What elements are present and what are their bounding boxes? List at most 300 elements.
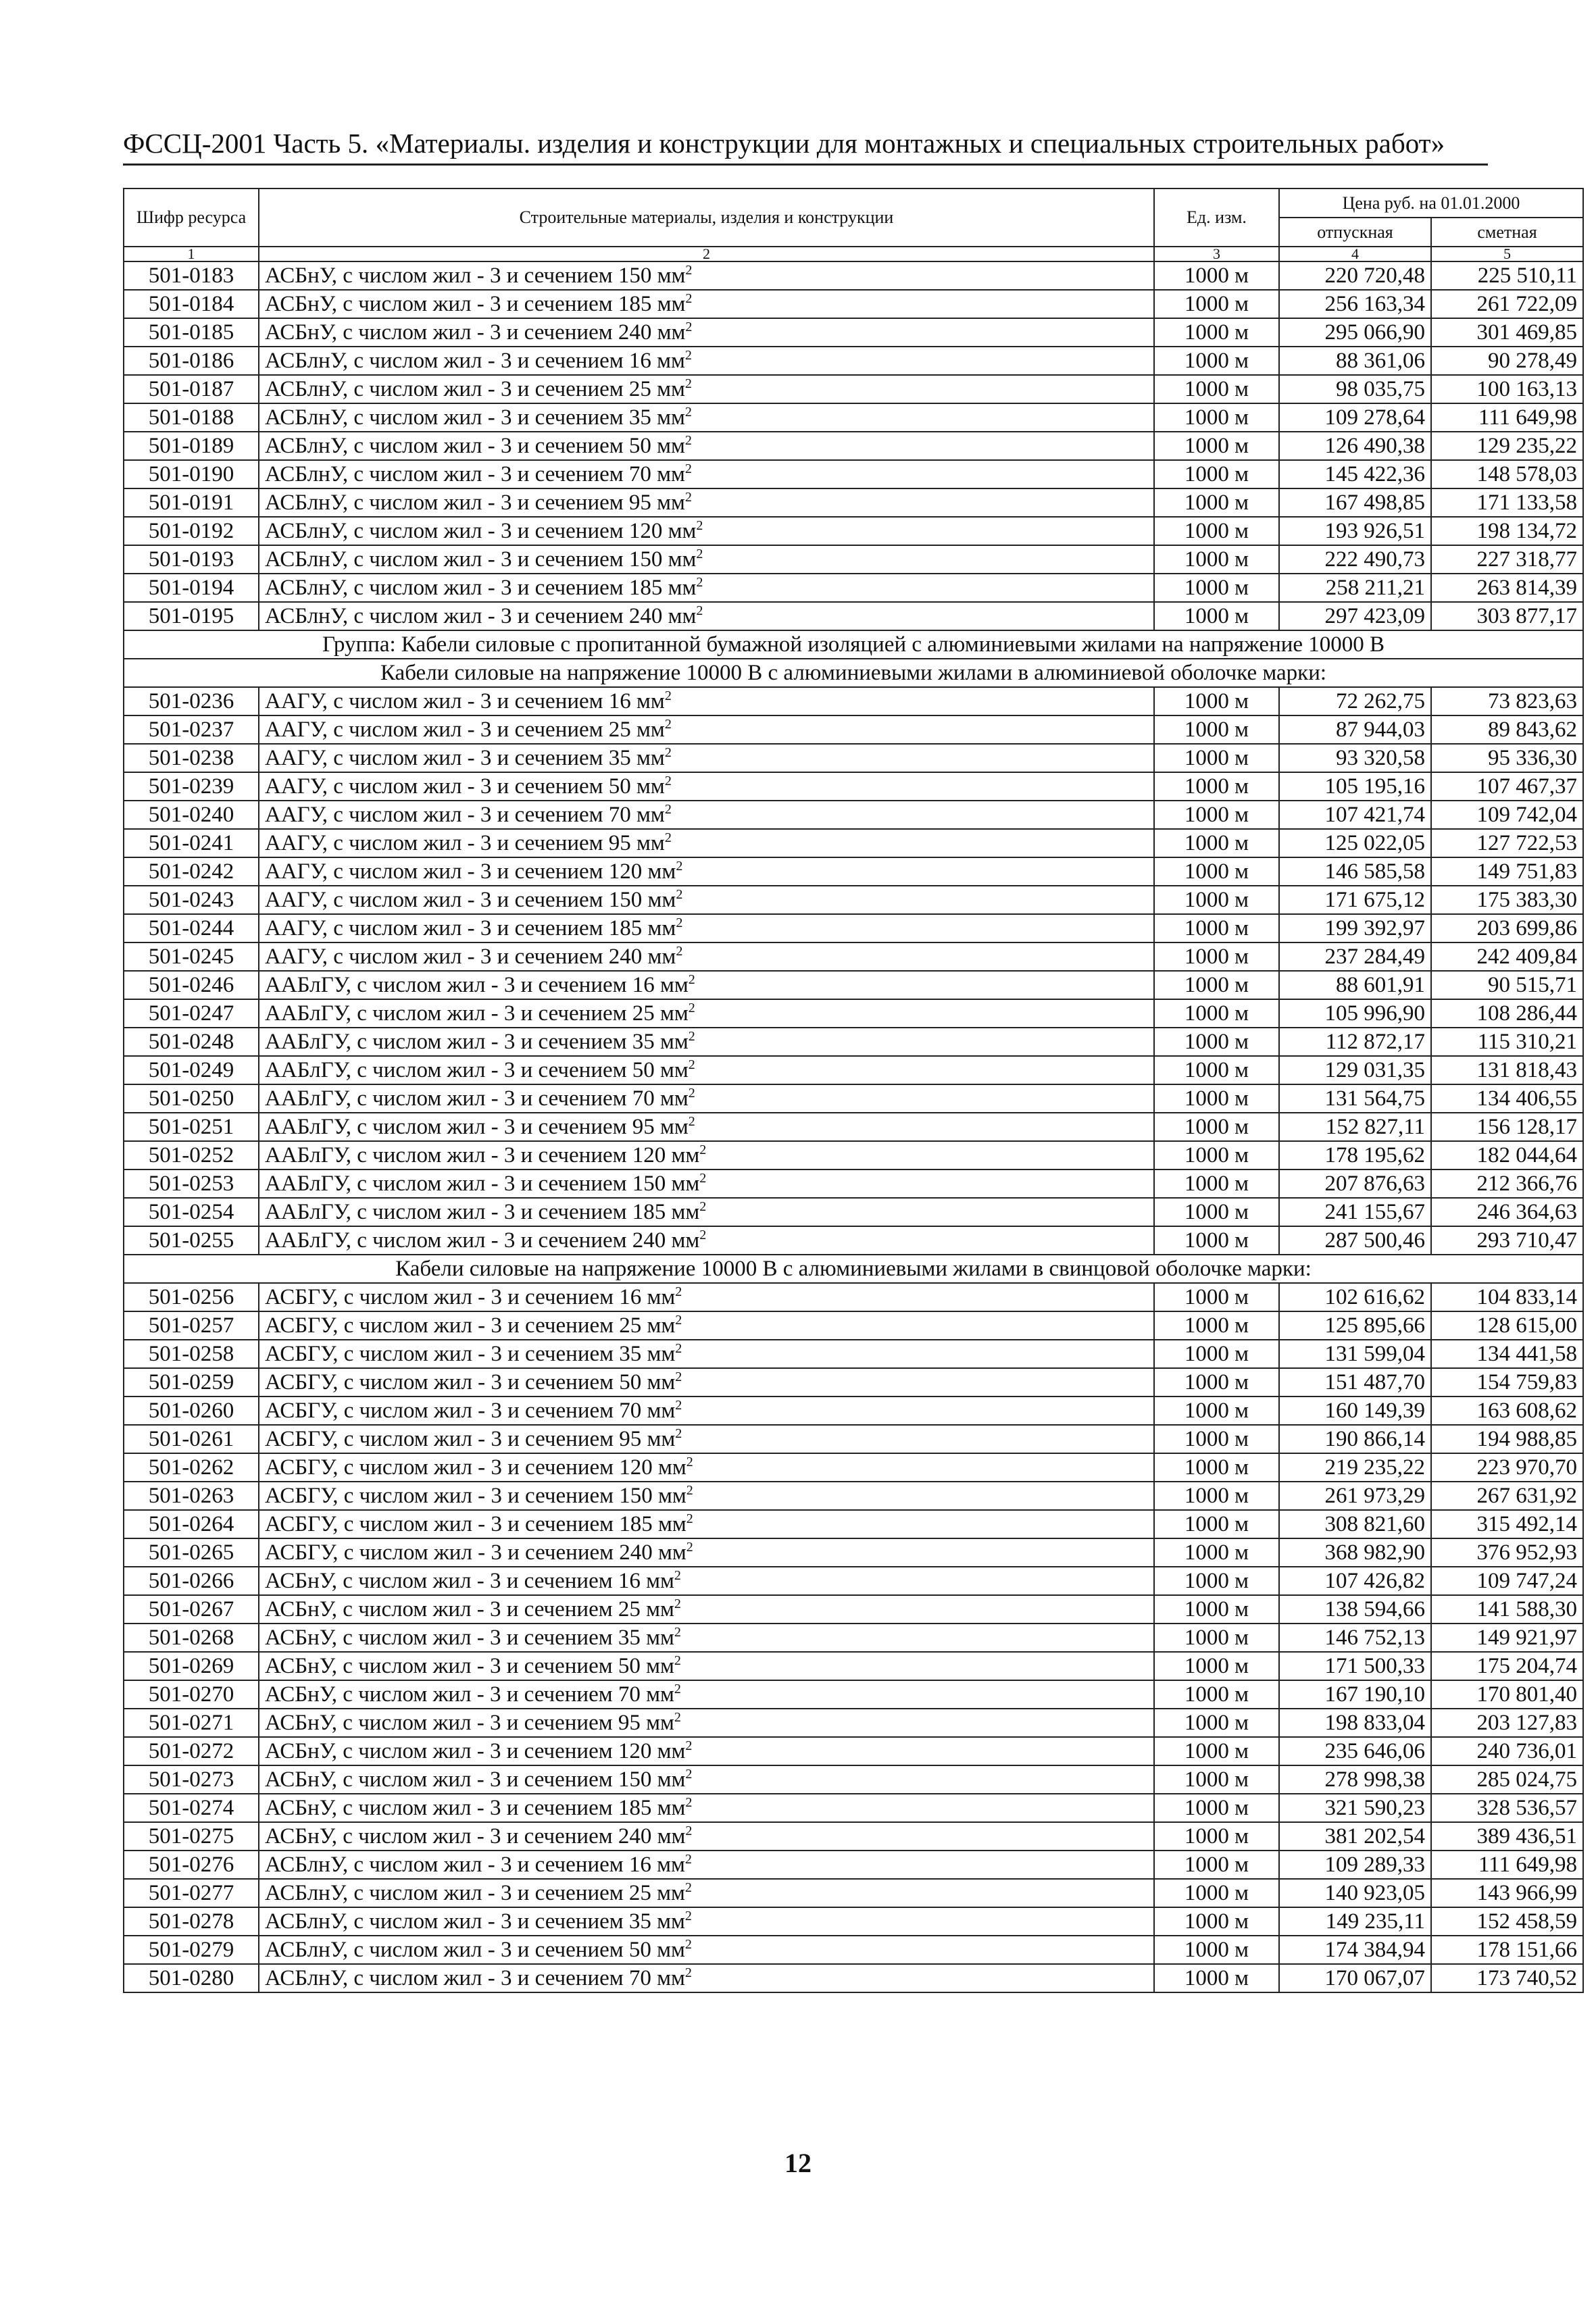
table-row bbox=[124, 1851, 1583, 1879]
material-name bbox=[259, 772, 1154, 801]
resource-code: 501-0185 bbox=[124, 318, 259, 347]
table-row bbox=[124, 290, 1583, 318]
estimate-price: 267 631,92 bbox=[1431, 1482, 1583, 1510]
square-superscript: 2 bbox=[664, 774, 672, 788]
estimate-price: 175 383,30 bbox=[1431, 886, 1583, 914]
material-name bbox=[259, 687, 1154, 715]
material-name bbox=[259, 1453, 1154, 1482]
square-superscript: 2 bbox=[676, 859, 683, 874]
material-name-text: АСБлнУ, с числом жил - 3 и сечением 50 мм bbox=[265, 434, 685, 458]
table-row bbox=[124, 1510, 1583, 1538]
material-name-text: АСБГУ, с числом жил - 3 и сечением 70 мм bbox=[265, 1399, 676, 1423]
unit: 1000 м bbox=[1154, 1652, 1279, 1680]
material-name-text: ААГУ, с числом жил - 3 и сечением 240 мм bbox=[265, 945, 676, 969]
material-name-text: ААБлГУ, с числом жил - 3 и сечением 120 мм bbox=[265, 1143, 700, 1167]
resource-code: 501-0256 bbox=[124, 1283, 259, 1311]
material-name bbox=[259, 1028, 1154, 1056]
table-row bbox=[124, 375, 1583, 403]
unit: 1000 м bbox=[1154, 687, 1279, 715]
resource-code: 501-0243 bbox=[124, 886, 259, 914]
table-row bbox=[124, 403, 1583, 432]
material-name bbox=[259, 1425, 1154, 1453]
material-name-text: ААГУ, с числом жил - 3 и сечением 25 мм bbox=[265, 718, 665, 742]
unit: 1000 м bbox=[1154, 1680, 1279, 1709]
release-price: 131 564,75 bbox=[1279, 1084, 1431, 1113]
material-name-text: ААБлГУ, с числом жил - 3 и сечением 70 мм bbox=[265, 1086, 689, 1111]
unit: 1000 м bbox=[1154, 375, 1279, 403]
col-number: 4 bbox=[1279, 247, 1431, 261]
table-row bbox=[124, 1283, 1583, 1311]
col-number: 5 bbox=[1431, 247, 1583, 261]
release-price: 171 500,33 bbox=[1279, 1652, 1431, 1680]
material-name-text: АСБнУ, с числом жил - 3 и сечением 150 мм bbox=[265, 1767, 686, 1792]
estimate-price: 149 921,97 bbox=[1431, 1624, 1583, 1652]
resource-code: 501-0193 bbox=[124, 545, 259, 574]
square-superscript: 2 bbox=[696, 518, 703, 533]
table-row bbox=[124, 1368, 1583, 1397]
material-name bbox=[259, 1169, 1154, 1198]
table-row bbox=[124, 460, 1583, 488]
square-superscript: 2 bbox=[685, 263, 693, 278]
unit: 1000 м bbox=[1154, 1851, 1279, 1879]
square-superscript: 2 bbox=[674, 1682, 681, 1696]
material-name bbox=[259, 1822, 1154, 1851]
release-price: 146 752,13 bbox=[1279, 1624, 1431, 1652]
col-header-code: Шифр ресурса bbox=[124, 188, 259, 247]
estimate-price: 203 699,86 bbox=[1431, 914, 1583, 942]
resource-code: 501-0238 bbox=[124, 744, 259, 772]
estimate-price: 143 966,99 bbox=[1431, 1879, 1583, 1907]
material-name-text: АСБлнУ, с числом жил - 3 и сечением 35 мм bbox=[265, 1909, 685, 1934]
release-price: 219 235,22 bbox=[1279, 1453, 1431, 1482]
material-name-text: АСБнУ, с числом жил - 3 и сечением 185 мм bbox=[265, 1796, 686, 1820]
material-name bbox=[259, 914, 1154, 942]
material-name-text: ААГУ, с числом жил - 3 и сечением 185 мм bbox=[265, 916, 676, 940]
material-name bbox=[259, 1709, 1154, 1737]
estimate-price: 111 649,98 bbox=[1431, 403, 1583, 432]
unit: 1000 м bbox=[1154, 1510, 1279, 1538]
material-name-text: АСБлнУ, с числом жил - 3 и сечением 185 мм bbox=[265, 576, 697, 600]
unit: 1000 м bbox=[1154, 1737, 1279, 1765]
table-row bbox=[124, 1141, 1583, 1169]
material-name bbox=[259, 1113, 1154, 1141]
material-name bbox=[259, 971, 1154, 999]
unit: 1000 м bbox=[1154, 488, 1279, 517]
release-price: 287 500,46 bbox=[1279, 1226, 1431, 1255]
table-row bbox=[124, 1567, 1583, 1595]
estimate-price: 131 818,43 bbox=[1431, 1056, 1583, 1084]
material-name bbox=[259, 488, 1154, 517]
resource-code: 501-0189 bbox=[124, 432, 259, 460]
material-name-text: ААБлГУ, с числом жил - 3 и сечением 25 мм bbox=[265, 1001, 689, 1026]
estimate-price: 109 742,04 bbox=[1431, 801, 1583, 829]
estimate-price: 389 436,51 bbox=[1431, 1822, 1583, 1851]
release-price: 88 601,91 bbox=[1279, 971, 1431, 999]
unit: 1000 м bbox=[1154, 1624, 1279, 1652]
material-name bbox=[259, 744, 1154, 772]
material-name-text: АСБГУ, с числом жил - 3 и сечением 185 мм bbox=[265, 1512, 687, 1536]
unit: 1000 м bbox=[1154, 261, 1279, 290]
resource-code: 501-0242 bbox=[124, 857, 259, 886]
material-name bbox=[259, 1056, 1154, 1084]
unit: 1000 м bbox=[1154, 432, 1279, 460]
material-name-text: АСБлнУ, с числом жил - 3 и сечением 70 мм bbox=[265, 462, 685, 486]
table-row bbox=[124, 971, 1583, 999]
material-name-text: АСБнУ, с числом жил - 3 и сечением 95 мм bbox=[265, 1711, 674, 1735]
table-row bbox=[124, 545, 1583, 574]
resource-code: 501-0251 bbox=[124, 1113, 259, 1141]
estimate-price: 293 710,47 bbox=[1431, 1226, 1583, 1255]
release-price: 297 423,09 bbox=[1279, 602, 1431, 630]
resource-code: 501-0267 bbox=[124, 1595, 259, 1624]
table-row bbox=[124, 715, 1583, 744]
col-header-estimate: сметная bbox=[1431, 218, 1583, 247]
table-row bbox=[124, 1482, 1583, 1510]
material-name bbox=[259, 1652, 1154, 1680]
release-price: 126 490,38 bbox=[1279, 432, 1431, 460]
release-price: 261 973,29 bbox=[1279, 1482, 1431, 1510]
resource-code: 501-0279 bbox=[124, 1936, 259, 1964]
col-header-price: Цена руб. на 01.01.2000 bbox=[1279, 188, 1583, 218]
resource-code: 501-0245 bbox=[124, 942, 259, 971]
square-superscript: 2 bbox=[664, 745, 672, 760]
resource-code: 501-0190 bbox=[124, 460, 259, 488]
table-row bbox=[124, 1169, 1583, 1198]
col-number: 1 bbox=[124, 247, 259, 261]
square-superscript: 2 bbox=[664, 802, 672, 817]
unit: 1000 м bbox=[1154, 886, 1279, 914]
resource-code: 501-0258 bbox=[124, 1340, 259, 1368]
square-superscript: 2 bbox=[688, 1029, 695, 1044]
table-row bbox=[124, 1198, 1583, 1226]
table-row bbox=[124, 744, 1583, 772]
unit: 1000 м bbox=[1154, 1482, 1279, 1510]
release-price: 129 031,35 bbox=[1279, 1056, 1431, 1084]
material-name-text: ААГУ, с числом жил - 3 и сечением 120 мм bbox=[265, 859, 676, 884]
estimate-price: 198 134,72 bbox=[1431, 517, 1583, 545]
release-price: 145 422,36 bbox=[1279, 460, 1431, 488]
estimate-price: 170 801,40 bbox=[1431, 1680, 1583, 1709]
resource-code: 501-0270 bbox=[124, 1680, 259, 1709]
table-row bbox=[124, 1084, 1583, 1113]
release-price: 222 490,73 bbox=[1279, 545, 1431, 574]
table-row bbox=[124, 999, 1583, 1028]
subgroup-section bbox=[124, 1255, 1583, 1283]
release-price: 178 195,62 bbox=[1279, 1141, 1431, 1169]
material-name bbox=[259, 999, 1154, 1028]
resource-code: 501-0241 bbox=[124, 829, 259, 857]
estimate-price: 303 877,17 bbox=[1431, 602, 1583, 630]
resource-code: 501-0253 bbox=[124, 1169, 259, 1198]
material-name-text: ААГУ, с числом жил - 3 и сечением 16 мм bbox=[265, 689, 665, 713]
material-name bbox=[259, 1283, 1154, 1311]
unit: 1000 м bbox=[1154, 1397, 1279, 1425]
table-row bbox=[124, 488, 1583, 517]
table-row bbox=[124, 1226, 1583, 1255]
resource-code: 501-0276 bbox=[124, 1851, 259, 1879]
estimate-price: 148 578,03 bbox=[1431, 460, 1583, 488]
table-row bbox=[124, 1340, 1583, 1368]
estimate-price: 171 133,58 bbox=[1431, 488, 1583, 517]
table-row bbox=[124, 1397, 1583, 1425]
estimate-price: 246 364,63 bbox=[1431, 1198, 1583, 1226]
resource-code: 501-0247 bbox=[124, 999, 259, 1028]
unit: 1000 м bbox=[1154, 1709, 1279, 1737]
resource-code: 501-0194 bbox=[124, 574, 259, 602]
estimate-price: 108 286,44 bbox=[1431, 999, 1583, 1028]
square-superscript: 2 bbox=[686, 1455, 693, 1469]
table-row bbox=[124, 1595, 1583, 1624]
square-superscript: 2 bbox=[675, 1369, 682, 1384]
unit: 1000 м bbox=[1154, 1311, 1279, 1340]
release-price: 220 720,48 bbox=[1279, 261, 1431, 290]
material-name-text: АСБлнУ, с числом жил - 3 и сечением 240 мм bbox=[265, 604, 697, 628]
resource-code: 501-0187 bbox=[124, 375, 259, 403]
unit: 1000 м bbox=[1154, 857, 1279, 886]
table-row bbox=[124, 829, 1583, 857]
material-name-text: ААГУ, с числом жил - 3 и сечением 50 мм bbox=[265, 774, 665, 799]
release-price: 151 487,70 bbox=[1279, 1368, 1431, 1397]
release-price: 237 284,49 bbox=[1279, 942, 1431, 971]
square-superscript: 2 bbox=[674, 1596, 681, 1611]
resource-code: 501-0277 bbox=[124, 1879, 259, 1907]
material-name bbox=[259, 1794, 1154, 1822]
material-name-text: ААГУ, с числом жил - 3 и сечением 70 мм bbox=[265, 803, 665, 827]
table-row bbox=[124, 1453, 1583, 1482]
estimate-price: 115 310,21 bbox=[1431, 1028, 1583, 1056]
material-name bbox=[259, 1737, 1154, 1765]
estimate-price: 90 515,71 bbox=[1431, 971, 1583, 999]
material-name-text: АСБлнУ, с числом жил - 3 и сечением 25 мм bbox=[265, 1881, 685, 1905]
resource-code: 501-0237 bbox=[124, 715, 259, 744]
estimate-price: 129 235,22 bbox=[1431, 432, 1583, 460]
table-row bbox=[124, 687, 1583, 715]
resource-code: 501-0265 bbox=[124, 1538, 259, 1567]
material-name bbox=[259, 1765, 1154, 1794]
table-row bbox=[124, 432, 1583, 460]
table-row bbox=[124, 886, 1583, 914]
release-price: 125 895,66 bbox=[1279, 1311, 1431, 1340]
estimate-price: 95 336,30 bbox=[1431, 744, 1583, 772]
table-row bbox=[124, 1822, 1583, 1851]
table-row bbox=[124, 1964, 1583, 1992]
resource-code: 501-0192 bbox=[124, 517, 259, 545]
section-b bbox=[124, 687, 1583, 1255]
material-name-text: АСБнУ, с числом жил - 3 и сечением 120 мм bbox=[265, 1739, 686, 1763]
col-header-release: отпускная bbox=[1279, 218, 1431, 247]
square-superscript: 2 bbox=[686, 1540, 693, 1555]
material-name bbox=[259, 1311, 1154, 1340]
estimate-price: 301 469,85 bbox=[1431, 318, 1583, 347]
material-name bbox=[259, 574, 1154, 602]
square-superscript: 2 bbox=[685, 291, 693, 306]
estimate-price: 376 952,93 bbox=[1431, 1538, 1583, 1567]
table-row bbox=[124, 801, 1583, 829]
unit: 1000 м bbox=[1154, 1113, 1279, 1141]
unit: 1000 м bbox=[1154, 460, 1279, 488]
square-superscript: 2 bbox=[685, 1767, 693, 1782]
subgroup-title: Кабели силовые на напряжение 10000 В с алюминиевыми жилами в алюминиевой оболочке марки: bbox=[124, 659, 1583, 687]
square-superscript: 2 bbox=[699, 1228, 707, 1242]
material-name-text: АСБГУ, с числом жил - 3 и сечением 95 мм bbox=[265, 1427, 676, 1451]
estimate-price: 175 204,74 bbox=[1431, 1652, 1583, 1680]
square-superscript: 2 bbox=[676, 944, 683, 959]
square-superscript: 2 bbox=[685, 1738, 693, 1753]
unit: 1000 м bbox=[1154, 801, 1279, 829]
unit: 1000 м bbox=[1154, 829, 1279, 857]
square-superscript: 2 bbox=[675, 1426, 682, 1441]
square-superscript: 2 bbox=[684, 461, 692, 476]
material-name-text: АСБлнУ, с числом жил - 3 и сечением 70 мм bbox=[265, 1966, 685, 1990]
estimate-price: 223 970,70 bbox=[1431, 1453, 1583, 1482]
material-name bbox=[259, 460, 1154, 488]
table-row bbox=[124, 1680, 1583, 1709]
col-header-unit: Ед. изм. bbox=[1154, 188, 1279, 247]
square-superscript: 2 bbox=[688, 1001, 695, 1015]
resource-code: 501-0252 bbox=[124, 1141, 259, 1169]
estimate-price: 152 458,59 bbox=[1431, 1907, 1583, 1936]
resource-code: 501-0280 bbox=[124, 1964, 259, 1992]
material-name-text: АСБнУ, с числом жил - 3 и сечением 185 мм bbox=[265, 292, 686, 316]
material-name-text: АСБнУ, с числом жил - 3 и сечением 70 мм bbox=[265, 1682, 674, 1707]
resource-code: 501-0248 bbox=[124, 1028, 259, 1056]
resource-code: 501-0266 bbox=[124, 1567, 259, 1595]
square-superscript: 2 bbox=[684, 490, 692, 505]
square-superscript: 2 bbox=[688, 1114, 695, 1129]
square-superscript: 2 bbox=[684, 1965, 692, 1980]
table-row bbox=[124, 772, 1583, 801]
release-price: 295 066,90 bbox=[1279, 318, 1431, 347]
unit: 1000 м bbox=[1154, 1907, 1279, 1936]
material-name bbox=[259, 1538, 1154, 1567]
table-row bbox=[124, 1907, 1583, 1936]
resource-code: 501-0257 bbox=[124, 1311, 259, 1340]
material-name bbox=[259, 290, 1154, 318]
col-header-name: Строительные материалы, изделия и конструкции bbox=[259, 188, 1154, 247]
material-name bbox=[259, 1595, 1154, 1624]
material-name-text: АСБГУ, с числом жил - 3 и сечением 150 мм bbox=[265, 1484, 687, 1508]
material-name-text: ААБлГУ, с числом жил - 3 и сечением 50 мм bbox=[265, 1058, 689, 1082]
unit: 1000 м bbox=[1154, 1340, 1279, 1368]
square-superscript: 2 bbox=[688, 1086, 695, 1101]
unit: 1000 м bbox=[1154, 1879, 1279, 1907]
material-name bbox=[259, 942, 1154, 971]
table-row bbox=[124, 517, 1583, 545]
estimate-price: 328 536,57 bbox=[1431, 1794, 1583, 1822]
material-name-text: АСБГУ, с числом жил - 3 и сечением 120 мм bbox=[265, 1455, 687, 1480]
material-name bbox=[259, 318, 1154, 347]
square-superscript: 2 bbox=[675, 1398, 682, 1413]
table-row bbox=[124, 1936, 1583, 1964]
material-name-text: ААГУ, с числом жил - 3 и сечением 35 мм bbox=[265, 746, 665, 770]
release-price: 105 996,90 bbox=[1279, 999, 1431, 1028]
table-row bbox=[124, 857, 1583, 886]
material-name bbox=[259, 1851, 1154, 1879]
resource-code: 501-0183 bbox=[124, 261, 259, 290]
material-name-text: АСБнУ, с числом жил - 3 и сечением 240 мм bbox=[265, 320, 686, 345]
square-superscript: 2 bbox=[684, 1909, 692, 1923]
square-superscript: 2 bbox=[664, 717, 672, 732]
estimate-price: 90 278,49 bbox=[1431, 347, 1583, 375]
resource-code: 501-0263 bbox=[124, 1482, 259, 1510]
unit: 1000 м bbox=[1154, 715, 1279, 744]
material-name-text: ААБлГУ, с числом жил - 3 и сечением 185 мм bbox=[265, 1200, 700, 1224]
price-table bbox=[123, 188, 1584, 1993]
material-name bbox=[259, 261, 1154, 290]
estimate-price: 242 409,84 bbox=[1431, 942, 1583, 971]
square-superscript: 2 bbox=[684, 1852, 692, 1867]
material-name bbox=[259, 1907, 1154, 1936]
material-name bbox=[259, 1567, 1154, 1595]
estimate-price: 212 366,76 bbox=[1431, 1169, 1583, 1198]
material-name bbox=[259, 1936, 1154, 1964]
table-row bbox=[124, 261, 1583, 290]
unit: 1000 м bbox=[1154, 602, 1279, 630]
square-superscript: 2 bbox=[676, 887, 683, 902]
estimate-price: 173 740,52 bbox=[1431, 1964, 1583, 1992]
release-price: 107 426,82 bbox=[1279, 1567, 1431, 1595]
square-superscript: 2 bbox=[675, 1313, 682, 1328]
release-price: 278 998,38 bbox=[1279, 1765, 1431, 1794]
square-superscript: 2 bbox=[685, 1795, 693, 1810]
table-row bbox=[124, 602, 1583, 630]
unit: 1000 м bbox=[1154, 1141, 1279, 1169]
table-row bbox=[124, 1028, 1583, 1056]
square-superscript: 2 bbox=[664, 688, 672, 703]
material-name-text: АСБлнУ, с числом жил - 3 и сечением 120 мм bbox=[265, 519, 697, 543]
material-name bbox=[259, 1680, 1154, 1709]
estimate-price: 111 649,98 bbox=[1431, 1851, 1583, 1879]
unit: 1000 м bbox=[1154, 1425, 1279, 1453]
estimate-price: 182 044,64 bbox=[1431, 1141, 1583, 1169]
unit: 1000 м bbox=[1154, 1765, 1279, 1794]
release-price: 171 675,12 bbox=[1279, 886, 1431, 914]
square-superscript: 2 bbox=[674, 1653, 681, 1668]
material-name-text: АСБлнУ, с числом жил - 3 и сечением 150 мм bbox=[265, 547, 697, 572]
material-name bbox=[259, 1482, 1154, 1510]
table-row bbox=[124, 1794, 1583, 1822]
resource-code: 501-0268 bbox=[124, 1624, 259, 1652]
resource-code: 501-0278 bbox=[124, 1907, 259, 1936]
material-name-text: ААГУ, с числом жил - 3 и сечением 150 мм bbox=[265, 888, 676, 912]
resource-code: 501-0262 bbox=[124, 1453, 259, 1482]
estimate-price: 227 318,77 bbox=[1431, 545, 1583, 574]
estimate-price: 163 608,62 bbox=[1431, 1397, 1583, 1425]
material-name bbox=[259, 545, 1154, 574]
estimate-price: 263 814,39 bbox=[1431, 574, 1583, 602]
square-superscript: 2 bbox=[674, 1568, 681, 1583]
unit: 1000 м bbox=[1154, 347, 1279, 375]
resource-code: 501-0275 bbox=[124, 1822, 259, 1851]
unit: 1000 м bbox=[1154, 1595, 1279, 1624]
unit: 1000 м bbox=[1154, 971, 1279, 999]
resource-code: 501-0272 bbox=[124, 1737, 259, 1765]
estimate-price: 134 406,55 bbox=[1431, 1084, 1583, 1113]
square-superscript: 2 bbox=[684, 433, 692, 448]
material-name bbox=[259, 1510, 1154, 1538]
unit: 1000 м bbox=[1154, 1028, 1279, 1056]
square-superscript: 2 bbox=[696, 603, 703, 618]
release-price: 368 982,90 bbox=[1279, 1538, 1431, 1567]
group-title: Группа: Кабели силовые с пропитанной бумажной изоляцией с алюминиевыми жилами на напряжение 10000 В bbox=[124, 630, 1583, 659]
square-superscript: 2 bbox=[684, 1880, 692, 1895]
unit: 1000 м bbox=[1154, 1964, 1279, 1992]
material-name-text: ААБлГУ, с числом жил - 3 и сечением 240 мм bbox=[265, 1228, 700, 1253]
resource-code: 501-0260 bbox=[124, 1397, 259, 1425]
unit: 1000 м bbox=[1154, 1538, 1279, 1567]
table-row bbox=[124, 1113, 1583, 1141]
table-row bbox=[124, 942, 1583, 971]
